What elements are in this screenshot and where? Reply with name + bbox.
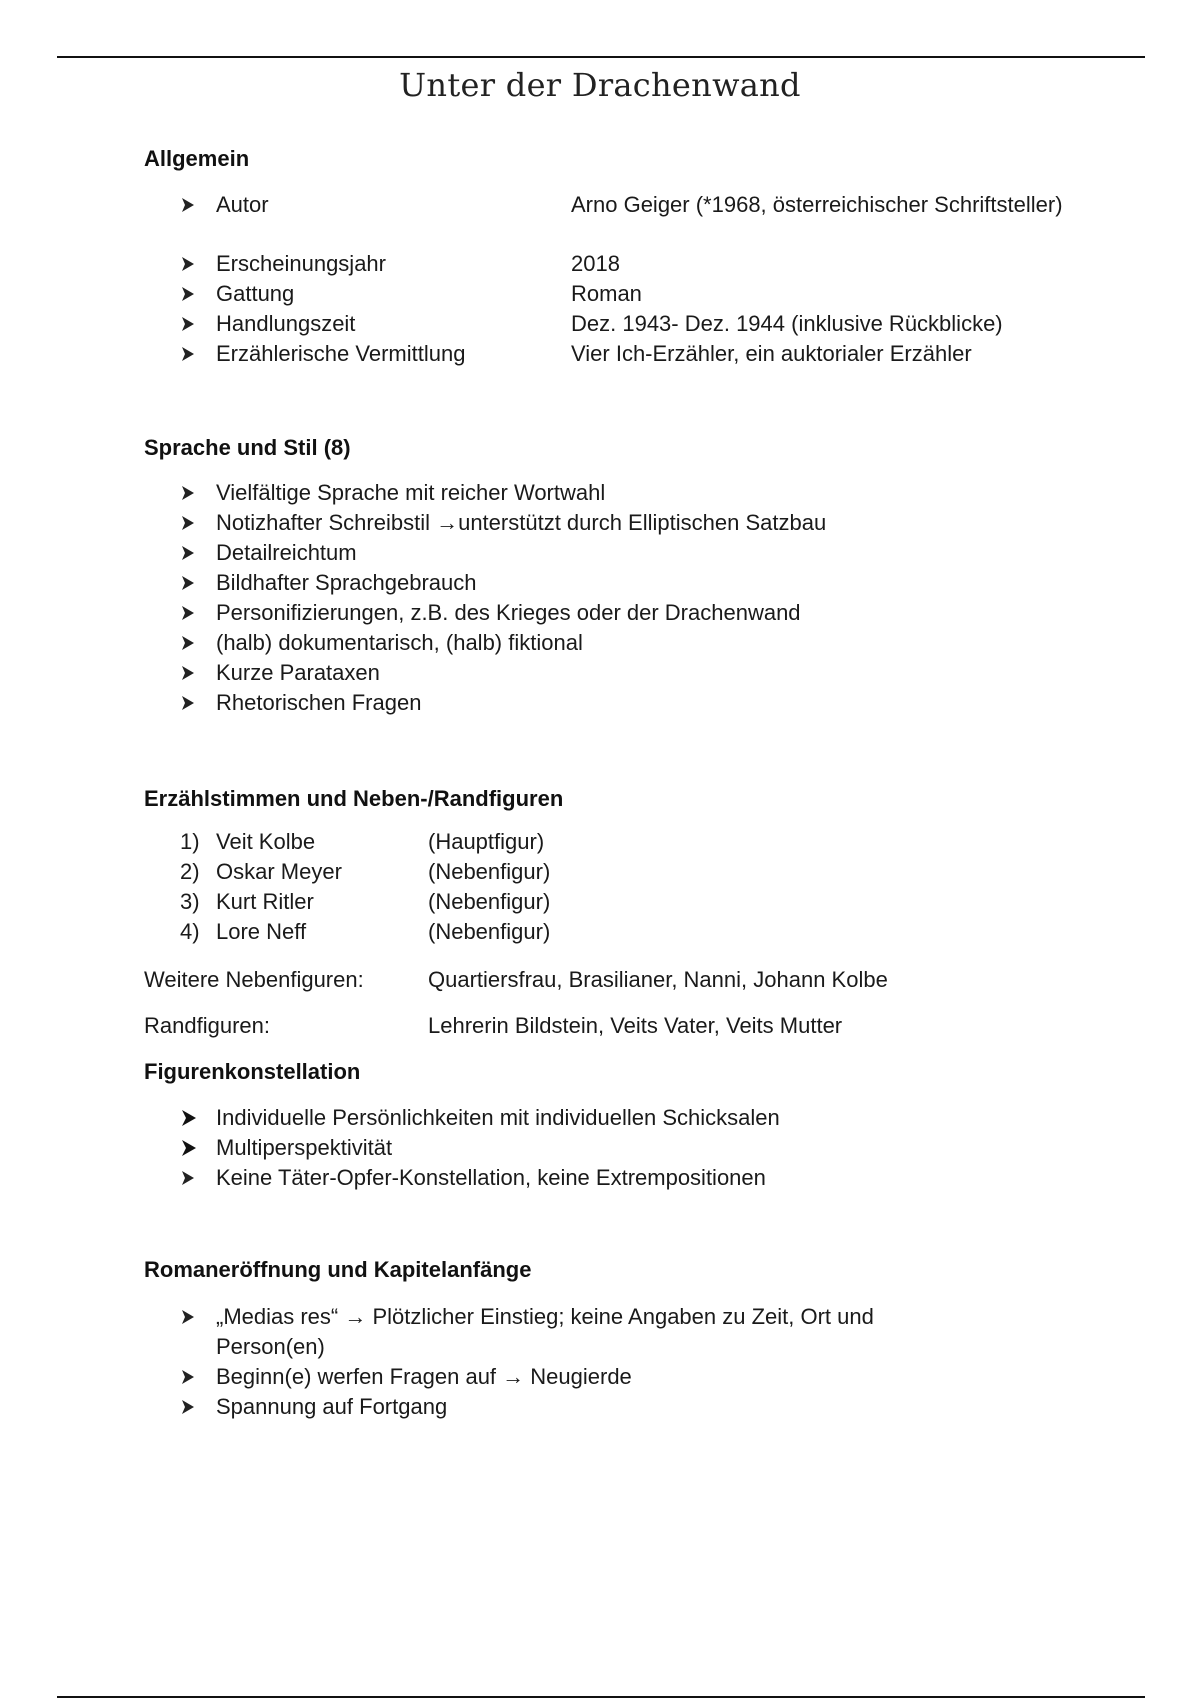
list-item-text: Notizhafter Schreibstil →unterstützt durch Elliptischen Satzbau xyxy=(216,510,827,535)
info-value: Arno Geiger (*1968, österreichischer Schriftsteller) xyxy=(571,192,1063,217)
figure-role: (Nebenfigur) xyxy=(428,859,551,884)
section-heading-romaneroeffnung: Romaneröffnung und Kapitelanfänge xyxy=(144,1257,532,1282)
figure-number: 1) xyxy=(180,829,200,854)
list-item-text: Bildhafter Sprachgebrauch xyxy=(216,570,477,595)
list-item-text: Vielfältige Sprache mit reicher Wortwahl xyxy=(216,480,606,505)
list-item-text: Beginn(e) werfen Fragen auf → Neugierde xyxy=(216,1364,632,1389)
page-title: Unter der Drachenwand xyxy=(399,66,801,104)
weitere-nebenfiguren-label: Weitere Nebenfiguren: xyxy=(144,967,364,992)
figure-role: (Nebenfigur) xyxy=(428,889,551,914)
arrow-bullet-icon xyxy=(181,316,201,332)
weitere-nebenfiguren-value: Quartiersfrau, Brasilianer, Nanni, Johann Kolbe xyxy=(428,967,888,992)
arrow-bullet-icon xyxy=(181,1139,201,1157)
figure-name: Oskar Meyer xyxy=(216,859,342,884)
figure-name: Kurt Ritler xyxy=(216,889,314,914)
randfiguren-label: Randfiguren: xyxy=(144,1013,270,1038)
figure-role: (Hauptfigur) xyxy=(428,829,545,854)
section-heading-figurenkonstellation: Figurenkonstellation xyxy=(144,1059,361,1084)
arrow-bullet-icon xyxy=(181,485,201,501)
info-value: 2018 xyxy=(571,251,620,276)
bottom-rule xyxy=(57,1696,1145,1698)
list-item-text: Personifizierungen, z.B. des Krieges oder der Drachenwand xyxy=(216,600,801,625)
figure-name: Veit Kolbe xyxy=(216,829,316,854)
info-label: Erzählerische Vermittlung xyxy=(216,341,466,366)
info-label: Autor xyxy=(216,192,269,217)
list-item-text: Individuelle Persönlichkeiten mit individuellen Schicksalen xyxy=(216,1105,780,1130)
arrow-bullet-icon xyxy=(181,346,201,362)
section-heading-erzaehlstimmen: Erzählstimmen und Neben-/Randfiguren xyxy=(144,786,564,811)
list-item-text: Rhetorischen Fragen xyxy=(216,690,422,715)
info-label: Gattung xyxy=(216,281,295,306)
figure-role: (Nebenfigur) xyxy=(428,919,551,944)
list-item-text: (halb) dokumentarisch, (halb) fiktional xyxy=(216,630,583,655)
section-heading-allgemein: Allgemein xyxy=(144,146,250,171)
arrow-bullet-icon xyxy=(181,286,201,302)
arrow-bullet-icon xyxy=(181,256,201,272)
list-item-text: Spannung auf Fortgang xyxy=(216,1394,448,1419)
arrow-bullet-icon xyxy=(181,1109,201,1127)
randfiguren-value: Lehrerin Bildstein, Veits Vater, Veits Mutter xyxy=(428,1013,843,1038)
arrow-bullet-icon xyxy=(181,635,201,651)
arrow-bullet-icon xyxy=(181,575,201,591)
arrow-bullet-icon xyxy=(181,197,201,213)
arrow-bullet-icon xyxy=(181,605,201,621)
figure-number: 2) xyxy=(180,859,200,884)
arrow-bullet-icon xyxy=(181,1170,201,1186)
info-value: Roman xyxy=(571,281,642,306)
arrow-bullet-icon xyxy=(181,1309,201,1325)
list-item-text: „Medias res“ → Plötzlicher Einstieg; keine Angaben zu Zeit, Ort und xyxy=(216,1304,874,1329)
arrow-bullet-icon xyxy=(181,1369,201,1385)
info-label: Erscheinungsjahr xyxy=(216,251,386,276)
arrow-bullet-icon xyxy=(181,665,201,681)
section-heading-sprache: Sprache und Stil (8) xyxy=(144,435,351,460)
arrow-bullet-icon xyxy=(181,515,201,531)
info-value: Vier Ich-Erzähler, ein auktorialer Erzähler xyxy=(571,341,972,366)
info-label: Handlungszeit xyxy=(216,311,356,336)
info-value: Dez. 1943- Dez. 1944 (inklusive Rückblicke) xyxy=(571,311,1003,336)
figure-number: 4) xyxy=(180,919,200,944)
list-item-text: Detailreichtum xyxy=(216,540,357,565)
list-item-text: Keine Täter-Opfer-Konstellation, keine Extrempositionen xyxy=(216,1165,766,1190)
top-rule xyxy=(57,56,1145,58)
list-item-text: Multiperspektivität xyxy=(216,1135,393,1160)
figure-name: Lore Neff xyxy=(216,919,307,944)
list-item-text: Kurze Parataxen xyxy=(216,660,380,685)
figure-number: 3) xyxy=(180,889,200,914)
arrow-bullet-icon xyxy=(181,1399,201,1415)
arrow-bullet-icon xyxy=(181,695,201,711)
list-item-text: Person(en) xyxy=(216,1334,325,1359)
arrow-bullet-icon xyxy=(181,545,201,561)
